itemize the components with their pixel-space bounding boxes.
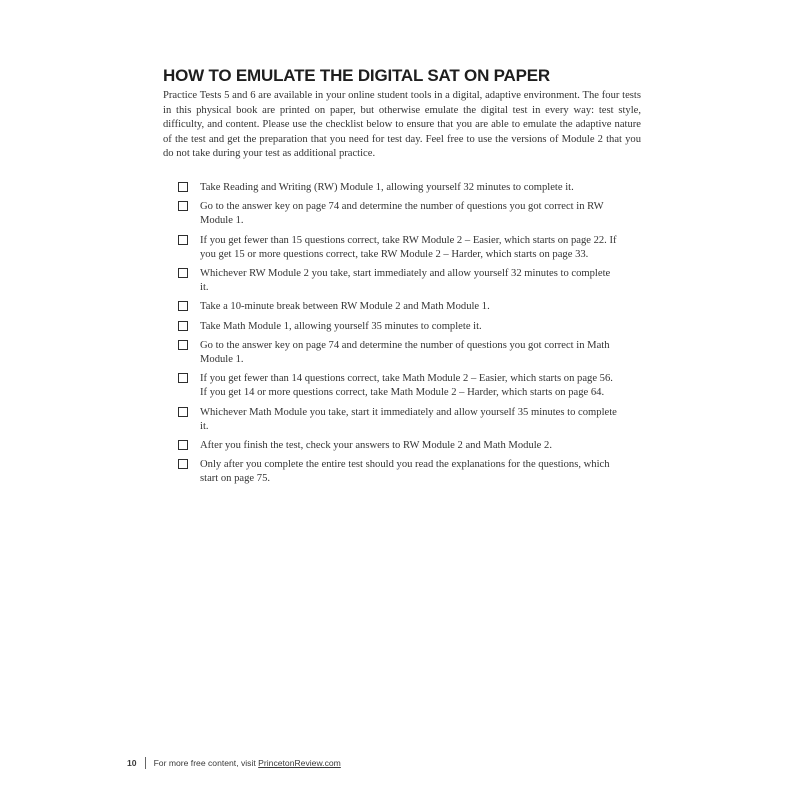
checklist-item-text: If you get fewer than 14 questions correct, take Math Module 2 – Easier, which starts on page 56. If you get 14 or more questions correct, take Math Module 2 – Harder, which starts on page 64. [200, 373, 613, 399]
checklist-item [178, 200, 618, 228]
checklist-item [178, 320, 618, 334]
page-heading: HOW TO EMULATE THE DIGITAL SAT ON PAPER [163, 66, 550, 85]
checklist-item-text: Go to the answer key on page 74 and determine the number of questions you got correct in Math Module 1. [200, 339, 610, 365]
checklist-item-text: Whichever Math Module you take, start it immediately and allow yourself 35 minutes to complete it. [200, 406, 617, 432]
checkbox[interactable] [178, 407, 188, 417]
checklist-item [178, 406, 618, 434]
intro-paragraph: Practice Tests 5 and 6 are available in your online student tools in a digital, adaptive environment. The four tests in this physical book are printed on paper, but otherwise emulate the digital test in every way: test style, difficulty, and content. Please use the checklist below to ensure that you are able to emulate the adaptive nature of the test and get the preparation that you need for test day. Feel free to use the versions of Module 2 that you do not take during your test as additional practice. [163, 90, 641, 160]
checkbox[interactable] [178, 235, 188, 245]
checkbox[interactable] [178, 301, 188, 311]
checklist-item [178, 339, 618, 367]
checklist-item [178, 458, 618, 486]
checkbox[interactable] [178, 182, 188, 192]
checkbox[interactable] [178, 321, 188, 331]
footer-divider [145, 757, 146, 769]
checkbox[interactable] [178, 201, 188, 211]
checkbox[interactable] [178, 340, 188, 350]
checkbox[interactable] [178, 440, 188, 450]
checkbox[interactable] [178, 459, 188, 469]
checklist-item-text: If you get fewer than 15 questions correct, take RW Module 2 – Easier, which starts on page 22. If you get 15 or more questions correct, take RW Module 2 – Harder, which starts on page 33. [200, 234, 617, 260]
checklist-item-text: Take a 10-minute break between RW Module 2 and Math Module 1. [200, 301, 490, 313]
checklist-item-text: Take Math Module 1, allowing yourself 35 minutes to complete it. [200, 320, 482, 332]
footer-link[interactable]: PrincetonReview.com [258, 758, 341, 768]
footer-text: For more free content, visit [153, 758, 256, 768]
checklist-item [178, 439, 618, 453]
checklist [178, 181, 618, 487]
page-content [163, 66, 641, 492]
checklist-item-text: Take Reading and Writing (RW) Module 1, allowing yourself 32 minutes to complete it. [200, 181, 574, 193]
checklist-item-text: Go to the answer key on page 74 and determine the number of questions you got correct in RW Module 1. [200, 201, 604, 227]
checklist-item-text: After you finish the test, check your answers to RW Module 2 and Math Module 2. [200, 440, 552, 452]
checkbox[interactable] [178, 373, 188, 383]
checkbox[interactable] [178, 268, 188, 278]
checklist-item [178, 234, 618, 262]
page-number: 10 [127, 758, 137, 768]
checklist-item [178, 181, 618, 195]
checklist-item [178, 372, 618, 400]
checklist-item-text: Only after you complete the entire test should you read the explanations for the questions, which start on page 75. [200, 459, 610, 485]
checklist-item [178, 300, 618, 314]
checklist-item-text: Whichever RW Module 2 you take, start immediately and allow yourself 32 minutes to complete it. [200, 267, 611, 294]
checklist-item [178, 267, 618, 295]
page-footer [127, 757, 341, 769]
